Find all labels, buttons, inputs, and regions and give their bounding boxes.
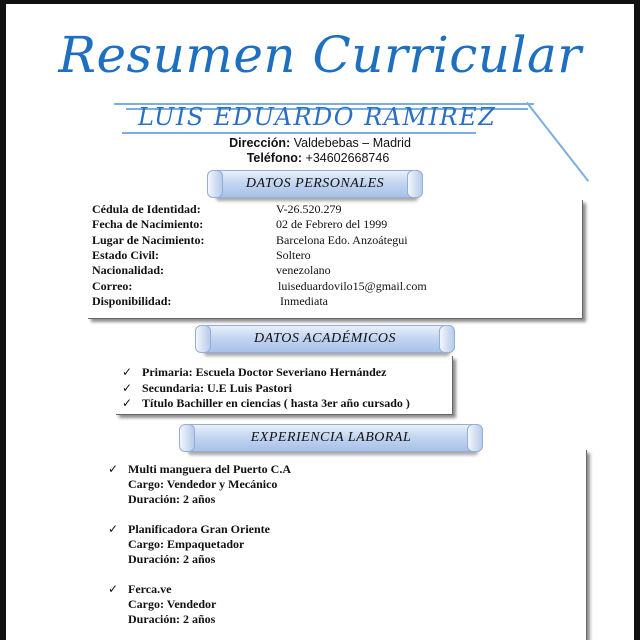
- personal-row: [92, 263, 331, 278]
- field-value: Soltero: [276, 248, 311, 262]
- scroll-cap-right: [439, 325, 455, 353]
- personal-row: [92, 233, 408, 248]
- field-value: 02 de Febrero del 1999: [276, 217, 388, 231]
- check-icon: ✓: [122, 396, 133, 410]
- field-label: Lugar de Nacimiento:: [92, 233, 205, 247]
- job-role: Cargo: Empaquetador: [128, 537, 245, 551]
- check-icon: ✓: [108, 462, 119, 476]
- scroll-cap-left: [207, 170, 223, 198]
- scroll-cap-right: [407, 170, 423, 198]
- address-value: Valdebebas – Madrid: [293, 136, 411, 150]
- phone-line: [6, 151, 634, 165]
- check-icon: ✓: [108, 522, 119, 536]
- section-title-experience: EXPERIENCIA LABORAL: [250, 430, 412, 445]
- list-item: [122, 381, 292, 396]
- job-company: Multi manguera del Puerto C.A: [128, 462, 291, 476]
- field-value: Inmediata: [280, 294, 328, 308]
- job-company: Ferca.ve: [128, 582, 172, 596]
- candidate-name: LUIS EDUARDO RAMIREZ: [138, 103, 497, 131]
- address-line: [6, 136, 634, 150]
- scroll-cap-left: [195, 325, 211, 353]
- personal-row: [92, 248, 311, 263]
- academic-item: Primaria: Escuela Doctor Severiano Hernández: [142, 365, 387, 379]
- address-label: Dirección:: [229, 136, 291, 150]
- check-icon: ✓: [122, 365, 133, 379]
- job-entry: [110, 462, 291, 507]
- personal-row: [92, 294, 328, 309]
- job-duration: Duración: 2 años: [128, 492, 216, 506]
- field-label: Cédula de Identidad:: [92, 202, 201, 216]
- field-label: Nacionalidad:: [92, 263, 165, 277]
- document-title: Resumen Curricular: [58, 26, 582, 84]
- check-icon: ✓: [122, 381, 133, 395]
- list-item: [122, 396, 410, 411]
- field-label: Estado Civil:: [92, 248, 160, 262]
- phone-value: +34602668746: [305, 151, 390, 165]
- field-label: Correo:: [92, 279, 133, 293]
- section-header-personal: [214, 170, 416, 198]
- check-icon: ✓: [108, 582, 119, 596]
- section-title-personal: DATOS PERSONALES: [245, 176, 385, 191]
- field-value: Barcelona Edo. Anzoátegui: [276, 233, 408, 247]
- section-header-experience: [186, 424, 476, 452]
- list-item: [122, 365, 386, 380]
- field-value: luiseduardovilo15@gmail.com: [278, 279, 427, 293]
- name-rule: [122, 132, 476, 134]
- personal-row: [92, 202, 342, 217]
- job-entry: [110, 582, 216, 627]
- field-value: venezolano: [276, 263, 331, 277]
- document-page: [6, 4, 634, 640]
- field-value: V-26.520.279: [276, 202, 342, 216]
- academic-item: Secundaria: U.E Luis Pastori: [142, 381, 293, 395]
- job-role: Cargo: Vendedor y Mecánico: [128, 477, 278, 491]
- job-duration: Duración: 2 años: [128, 612, 216, 626]
- field-label: Disponibilidad:: [92, 294, 172, 308]
- scroll-cap-right: [467, 424, 483, 452]
- section-header-academic: [202, 325, 448, 353]
- scroll-cap-left: [179, 424, 195, 452]
- field-label: Fecha de Nacimiento:: [92, 217, 204, 231]
- personal-row: [92, 217, 387, 232]
- academic-item: Título Bachiller en ciencias ( hasta 3er año cursado ): [142, 396, 410, 410]
- section-title-academic: DATOS ACADÉMICOS: [254, 331, 396, 346]
- job-duration: Duración: 2 años: [128, 552, 216, 566]
- phone-label: Teléfono:: [246, 151, 303, 165]
- job-company: Planificadora Gran Oriente: [128, 522, 270, 536]
- personal-row: [92, 279, 427, 294]
- job-entry: [110, 522, 270, 567]
- job-role: Cargo: Vendedor: [128, 597, 217, 611]
